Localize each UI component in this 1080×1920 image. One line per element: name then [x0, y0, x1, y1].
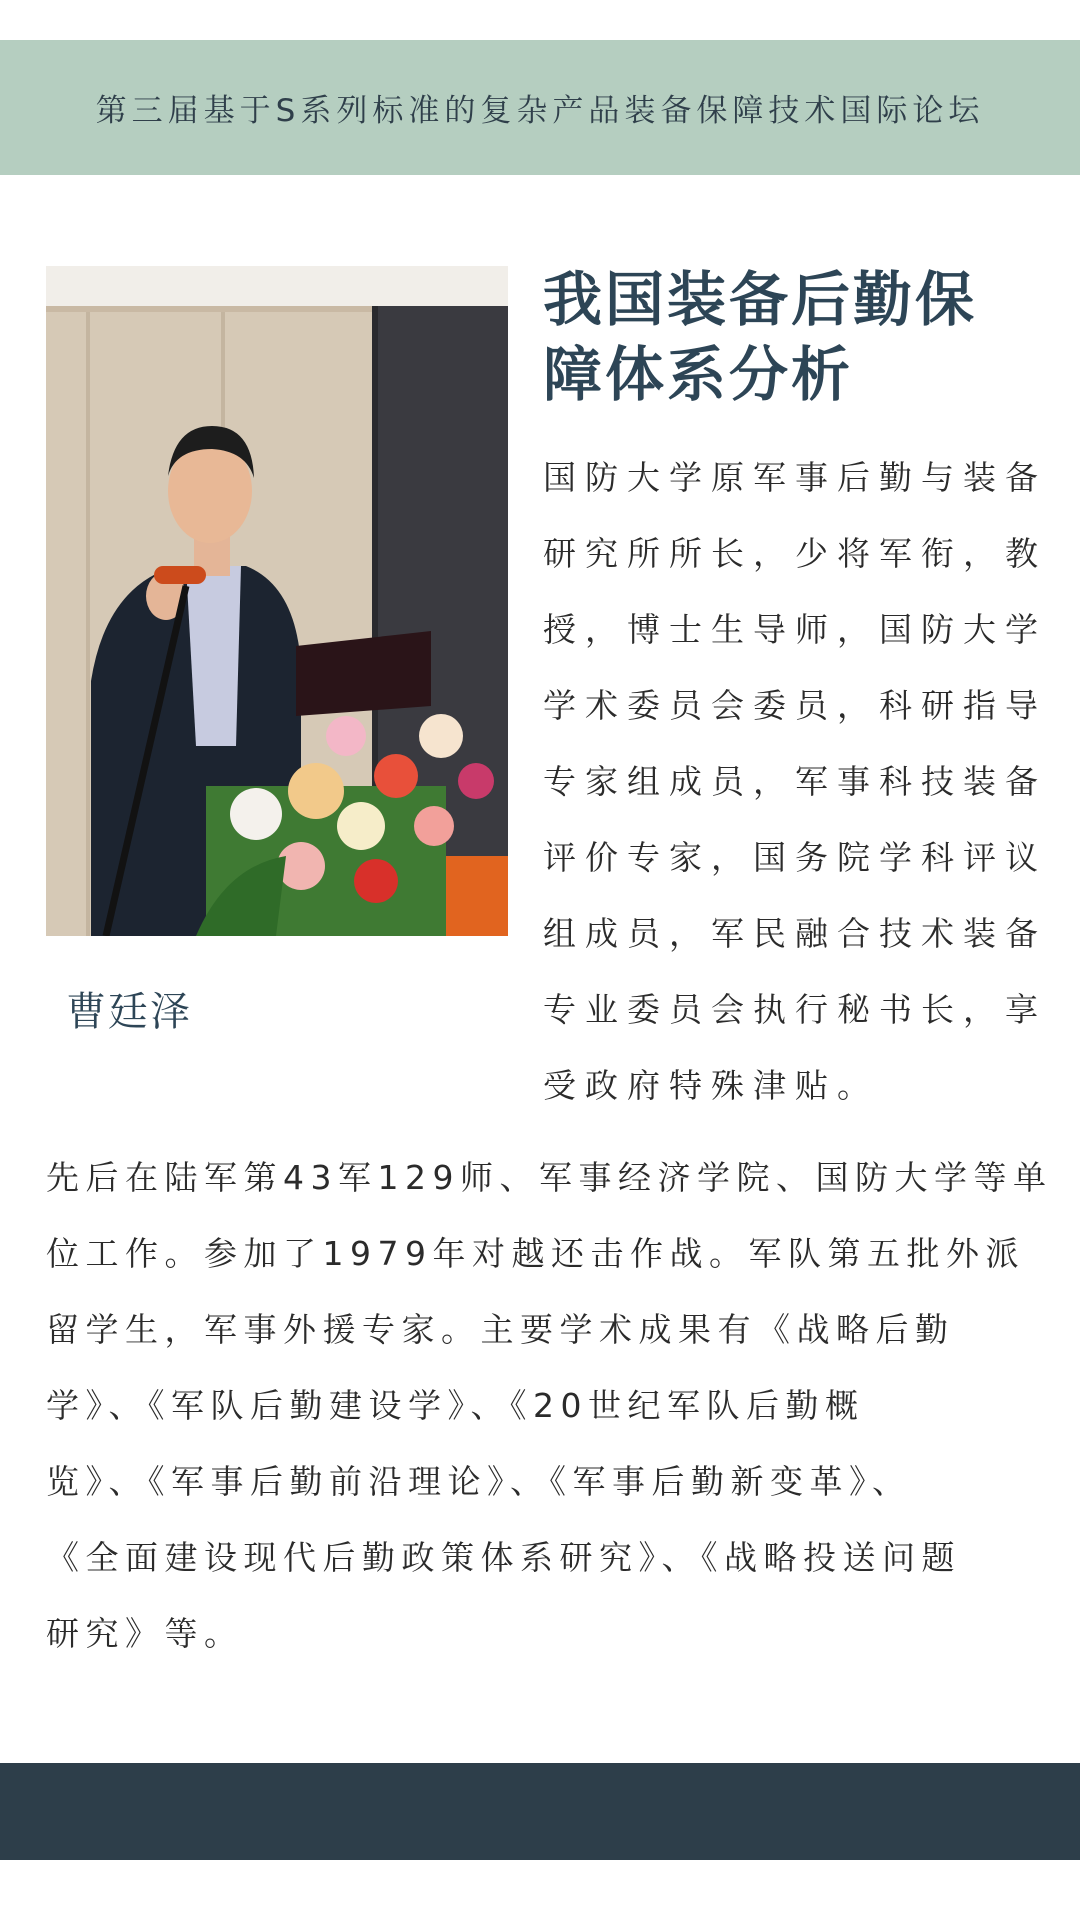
bio-detail-line: 《全面建设现代后勤政策体系研究》、《战略投送问题	[46, 1538, 961, 1577]
bio-detail-line: 先后在陆军第43军129师、军事经济学院、国防大学等单	[46, 1158, 1053, 1197]
bio-detail-line: 览》、《军事后勤前沿理论》、《军事后勤新变革》、	[46, 1462, 912, 1501]
talk-title-line: 我国装备后勤保	[543, 265, 978, 334]
bio-line: 授，博士生导师，国防大学	[543, 610, 1047, 649]
bio-line: 学术委员会委员，科研指导	[543, 686, 1047, 725]
bio-line: 组成员，军民融合技术装备	[543, 914, 1047, 953]
talk-title	[543, 262, 1043, 412]
bio-line: 受政府特殊津贴。	[543, 1066, 879, 1105]
bio-line: 专业委员会执行秘书长，享	[543, 990, 1047, 1029]
bio-detail-line: 位工作。参加了1979年对越还击作战。军队第五批外派	[46, 1234, 1025, 1273]
bio-detail-line: 学》、《军队后勤建设学》、《20世纪军队后勤概	[46, 1386, 865, 1425]
bio-line: 评价专家，国务院学科评议	[543, 838, 1047, 877]
speaker-photo	[46, 266, 508, 936]
bio-line: 国防大学原军事后勤与装备	[543, 458, 1047, 497]
forum-title: 第三届基于S系列标准的复杂产品装备保障技术国际论坛	[95, 93, 985, 129]
bio-summary	[543, 440, 1047, 1124]
header-banner	[0, 40, 1080, 175]
bio-line: 研究所所长，少将军衔，教	[543, 534, 1047, 573]
bio-detail-line: 研究》等。	[46, 1614, 244, 1653]
bio-details	[46, 1140, 1053, 1672]
talk-title-line: 障体系分析	[543, 340, 854, 409]
footer-bar	[0, 1763, 1080, 1860]
bio-line: 专家组成员，军事科技装备	[543, 762, 1047, 801]
bio-detail-line: 留学生，军事外援专家。主要学术成果有《战略后勤	[46, 1310, 955, 1349]
speaker-name: 曹廷泽	[66, 989, 192, 1035]
